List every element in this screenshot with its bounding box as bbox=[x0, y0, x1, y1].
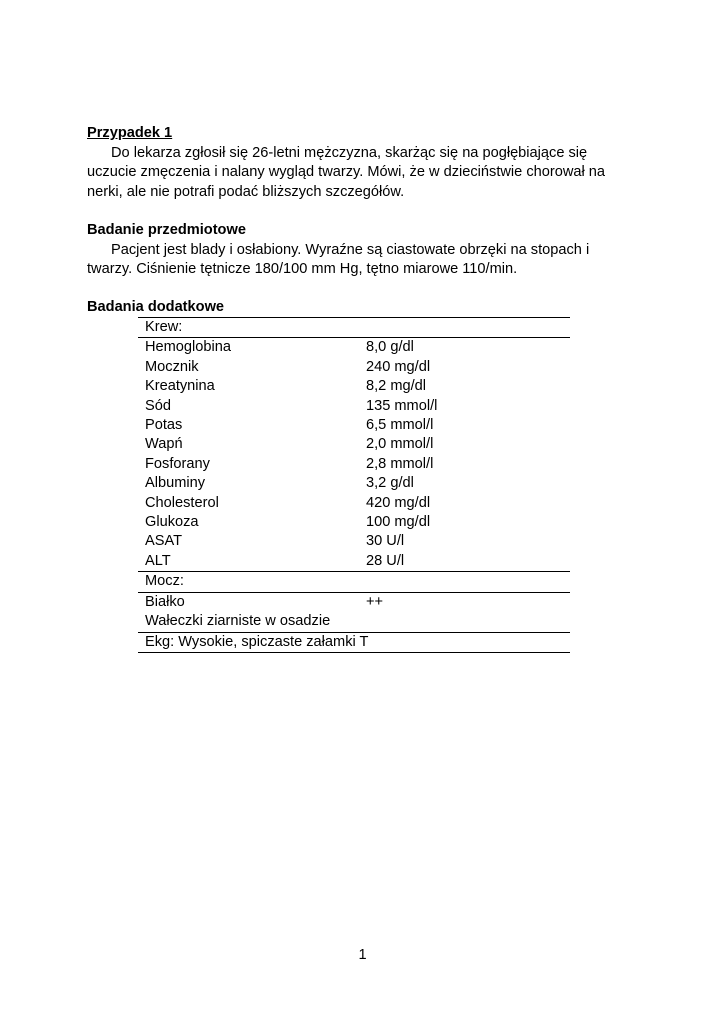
test-value bbox=[359, 612, 570, 632]
test-value: 28 U/l bbox=[366, 552, 405, 569]
test-name: ASAT bbox=[145, 533, 183, 550]
case-description: Do lekarza zgłosił się 26-letni mężczyzna, skarżąc się na pogłębiające się uczucie zmęczenia i nalany wygląd twarzy. Mówi, że w dzieciństwie chorował na nerki, ale nie potrafi podać bliższych szczegółów. bbox=[87, 144, 606, 200]
page-number: 1 bbox=[358, 947, 367, 963]
table-row bbox=[138, 532, 570, 551]
table-row bbox=[138, 455, 570, 474]
table-row bbox=[138, 592, 570, 612]
test-value: 135 mmol/l bbox=[366, 397, 438, 414]
table-row bbox=[138, 513, 570, 532]
test-name: Kreatynina bbox=[145, 378, 215, 395]
additional-tests-title: Badania dodatkowe bbox=[87, 299, 225, 315]
ekg-result: Ekg: Wysokie, spiczaste załamki T bbox=[138, 632, 570, 652]
table-row bbox=[138, 338, 570, 358]
test-name: Hemoglobina bbox=[145, 339, 231, 356]
case-title: Przypadek 1 bbox=[87, 125, 173, 141]
table-row bbox=[138, 358, 570, 377]
test-value: 6,5 mmol/l bbox=[366, 417, 434, 434]
blood-section-row bbox=[138, 318, 570, 338]
ekg-row bbox=[138, 632, 570, 652]
test-value: 3,2 g/dl bbox=[366, 475, 414, 492]
physical-exam-section bbox=[87, 221, 627, 280]
table-row bbox=[138, 377, 570, 396]
test-value: 2,8 mmol/l bbox=[366, 455, 434, 472]
test-name: Glukoza bbox=[145, 514, 199, 531]
table-row bbox=[138, 552, 570, 572]
table-row bbox=[138, 435, 570, 454]
test-value: 30 U/l bbox=[366, 533, 405, 550]
test-value: 100 mg/dl bbox=[366, 514, 431, 531]
table-row bbox=[138, 397, 570, 416]
test-value: 8,0 g/dl bbox=[366, 339, 414, 356]
lab-results-table bbox=[138, 317, 570, 653]
test-value: ++ bbox=[366, 593, 384, 610]
urine-label: Mocz: bbox=[138, 572, 570, 592]
test-value: 2,0 mmol/l bbox=[366, 436, 434, 453]
table-row bbox=[138, 494, 570, 513]
physical-exam-description: Pacjent jest blady i osłabiony. Wyraźne są ciastowate obrzęki na stopach i twarzy. Ciśnienie tętnicze 180/100 mm Hg, tętno miarowe 110/min. bbox=[87, 241, 590, 277]
case-section bbox=[87, 124, 627, 202]
test-name: Sód bbox=[145, 397, 171, 414]
test-name: Cholesterol bbox=[145, 494, 219, 511]
test-value: 8,2 mg/dl bbox=[366, 378, 427, 395]
blood-label: Krew: bbox=[138, 318, 570, 338]
test-name: Mocznik bbox=[145, 358, 199, 375]
table-row bbox=[138, 612, 570, 632]
test-name: Białko bbox=[145, 593, 185, 610]
table-row bbox=[138, 416, 570, 435]
test-name: ALT bbox=[145, 552, 171, 569]
test-name: Wałeczki ziarniste w osadzie bbox=[138, 612, 359, 632]
physical-exam-title: Badanie przedmiotowe bbox=[87, 222, 246, 238]
test-value: 420 mg/dl bbox=[366, 494, 431, 511]
urine-section-row bbox=[138, 572, 570, 592]
test-value: 240 mg/dl bbox=[366, 358, 431, 375]
test-name: Fosforany bbox=[145, 455, 210, 472]
test-name: Albuminy bbox=[145, 475, 206, 492]
test-name: Potas bbox=[145, 417, 183, 434]
table-row bbox=[138, 474, 570, 493]
test-name: Wapń bbox=[145, 436, 183, 453]
